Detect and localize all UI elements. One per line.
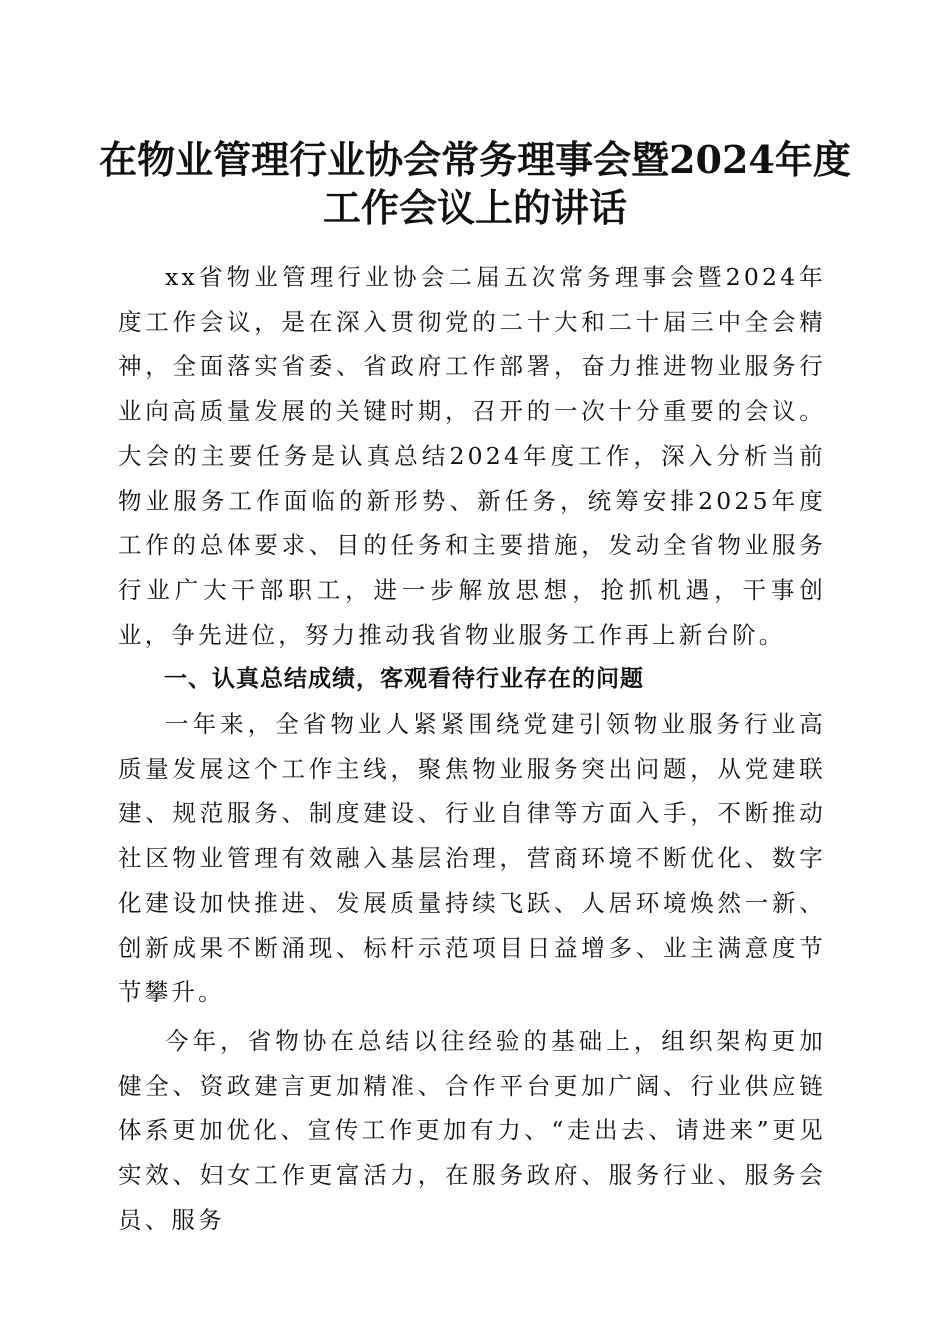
paragraph-intro: xx省物业管理行业协会二届五次常务理事会暨2024年度工作会议，是在深入贯彻党的二十大和二十届三中全会精神，全面落实省委、省政府工作部署，奋力推进物业服务行业向高质量发展的关键时期，召开的一次十分重要的会议。大会的主要任务是认真总结2024年度工作，深入分析当前物业服务工作面临的新形势、新任务，统筹安排2025年度工作的总体要求、目的任务和主要措施，发动全省物业服务行业广大干部职工，进一步解放思想，抢抓机遇，干事创业，争先进位，努力推动我省物业服务工作再上新台阶。 — [118, 263, 826, 649]
title-line-2: 工作会议上的讲话 — [322, 185, 627, 230]
title-line-1: 在物业管理行业协会常务理事会暨2024年度 — [99, 137, 851, 182]
paragraph-achievements: 一年来，全省物业人紧紧围绕党建引领物业服务行业高质量发展这个工作主线，聚焦物业服务突出问题，从党建联建、规范服务、制度建设、行业自律等方面入手，不断推动社区物业管理有效融入基层治理，营商环境不断优化、数字化建设加快推进、发展质量持续飞跃、人居环境焕然一新、创新成果不断涌现、标杆示范项目日益增多、业主满意度节节攀升。 — [118, 710, 826, 1007]
document-body — [118, 255, 826, 1242]
document-title — [0, 136, 950, 232]
paragraph-this-year: 今年，省物协在总结以往经验的基础上，组织架构更加健全、资政建言更加精准、合作平台更加广阔、行业供应链体系更加优化、宣传工作更加有力、“走出去、请进来”更见实效、妇女工作更富活力，在服务政府、服务行业、服务会员、服务 — [118, 1026, 826, 1234]
section-heading-1: 一、认真总结成绩，客观看待行业存在的问题 — [164, 666, 644, 693]
